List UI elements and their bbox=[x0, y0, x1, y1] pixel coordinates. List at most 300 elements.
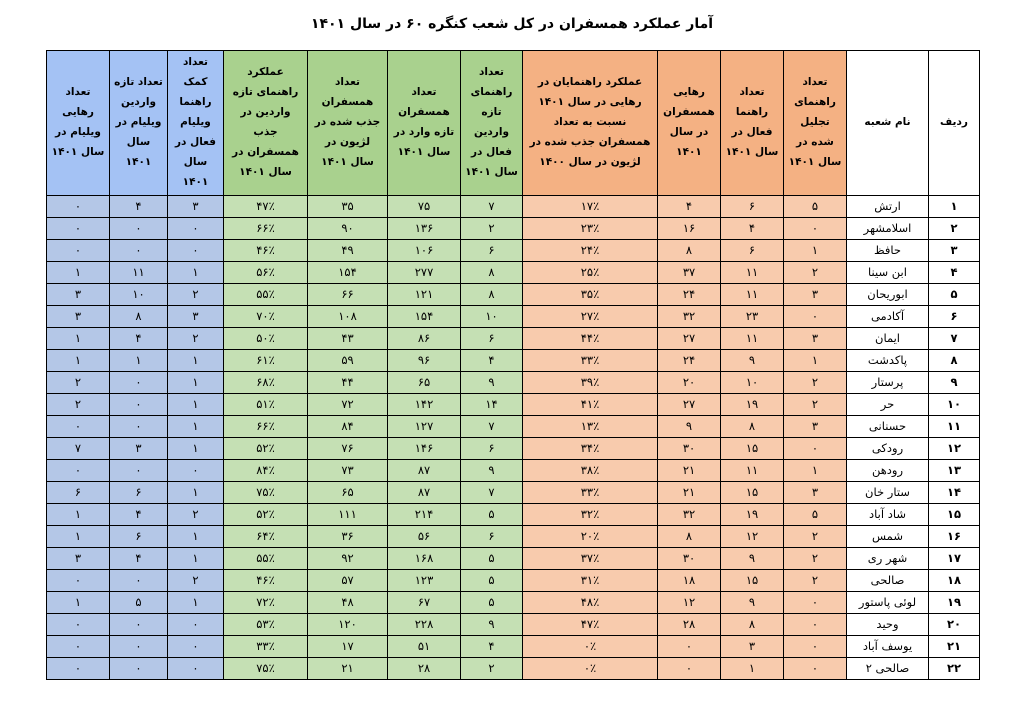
cell-recruitment-performance: ۵۲٪ bbox=[224, 503, 308, 525]
header-william-newcomers: تعداد تازه واردین ویلیام در سال ۱۴۰۱ bbox=[110, 51, 168, 196]
table-row bbox=[47, 547, 980, 569]
cell-recruited-companions: ۱۰۸ bbox=[308, 305, 388, 327]
table-row bbox=[47, 657, 980, 679]
cell-release-performance: ۴۱٪ bbox=[523, 393, 658, 415]
cell-recruited-companions: ۶۶ bbox=[308, 283, 388, 305]
cell-william-assistants: ۱ bbox=[168, 481, 224, 503]
cell-william-assistants: ۰ bbox=[168, 459, 224, 481]
cell-recruitment-performance: ۵۰٪ bbox=[224, 327, 308, 349]
cell-active-guides: ۸ bbox=[721, 613, 784, 635]
cell-newcomer-guides: ۴ bbox=[461, 349, 523, 371]
table-row bbox=[47, 393, 980, 415]
cell-release-performance: ۳۷٪ bbox=[523, 547, 658, 569]
cell-recruited-companions: ۴۴ bbox=[308, 371, 388, 393]
cell-newcomer-guides: ۲ bbox=[461, 217, 523, 239]
cell-release-performance: ۰٪ bbox=[523, 657, 658, 679]
cell-row-number: ۱۴ bbox=[929, 481, 980, 503]
cell-william-releases: ۰ bbox=[47, 217, 110, 239]
cell-row-number: ۵ bbox=[929, 283, 980, 305]
cell-row-number: ۱۵ bbox=[929, 503, 980, 525]
cell-companion-releases: ۳۷ bbox=[658, 261, 721, 283]
cell-newcomer-companions: ۱۴۲ bbox=[388, 393, 461, 415]
cell-active-guides: ۹ bbox=[721, 547, 784, 569]
cell-newcomer-companions: ۵۶ bbox=[388, 525, 461, 547]
table-row bbox=[47, 613, 980, 635]
cell-branch-name: اسلامشهر bbox=[847, 217, 929, 239]
cell-active-guides: ۱۹ bbox=[721, 503, 784, 525]
cell-branch-name: ارتش bbox=[847, 195, 929, 217]
cell-recruitment-performance: ۵۵٪ bbox=[224, 547, 308, 569]
cell-william-newcomers: ۶ bbox=[110, 481, 168, 503]
cell-active-guides: ۶ bbox=[721, 239, 784, 261]
cell-william-releases: ۰ bbox=[47, 459, 110, 481]
cell-william-assistants: ۰ bbox=[168, 217, 224, 239]
report-title: آمار عملکرد همسفران در کل شعب کنگره ۶۰ در سال ۱۴۰۱ bbox=[310, 16, 714, 32]
cell-release-performance: ۲۵٪ bbox=[523, 261, 658, 283]
cell-william-releases: ۱ bbox=[47, 503, 110, 525]
cell-william-newcomers: ۴ bbox=[110, 503, 168, 525]
cell-honored-guides: ۰ bbox=[784, 613, 847, 635]
cell-william-assistants: ۲ bbox=[168, 327, 224, 349]
cell-branch-name: شمس bbox=[847, 525, 929, 547]
cell-william-assistants: ۱ bbox=[168, 591, 224, 613]
cell-william-releases: ۰ bbox=[47, 657, 110, 679]
cell-row-number: ۱۷ bbox=[929, 547, 980, 569]
cell-newcomer-guides: ۶ bbox=[461, 327, 523, 349]
header-row bbox=[47, 51, 980, 196]
cell-recruitment-performance: ۷۵٪ bbox=[224, 481, 308, 503]
cell-release-performance: ۰٪ bbox=[523, 635, 658, 657]
cell-branch-name: وحید bbox=[847, 613, 929, 635]
cell-honored-guides: ۱ bbox=[784, 459, 847, 481]
cell-william-assistants: ۱ bbox=[168, 415, 224, 437]
header-active-guides: تعداد راهنما فعال در سال ۱۴۰۱ bbox=[721, 51, 784, 196]
cell-newcomer-guides: ۱۰ bbox=[461, 305, 523, 327]
cell-william-assistants: ۰ bbox=[168, 657, 224, 679]
cell-active-guides: ۱۱ bbox=[721, 459, 784, 481]
cell-row-number: ۱۱ bbox=[929, 415, 980, 437]
cell-companion-releases: ۲۱ bbox=[658, 459, 721, 481]
cell-branch-name: آکادمی bbox=[847, 305, 929, 327]
cell-newcomer-guides: ۶ bbox=[461, 437, 523, 459]
cell-companion-releases: ۲۱ bbox=[658, 481, 721, 503]
cell-william-newcomers: ۶ bbox=[110, 525, 168, 547]
cell-active-guides: ۹ bbox=[721, 349, 784, 371]
cell-honored-guides: ۲ bbox=[784, 525, 847, 547]
cell-recruitment-performance: ۴۷٪ bbox=[224, 195, 308, 217]
cell-william-newcomers: ۱ bbox=[110, 349, 168, 371]
cell-newcomer-guides: ۹ bbox=[461, 613, 523, 635]
cell-william-newcomers: ۰ bbox=[110, 371, 168, 393]
cell-recruited-companions: ۷۲ bbox=[308, 393, 388, 415]
cell-release-performance: ۳۸٪ bbox=[523, 459, 658, 481]
cell-active-guides: ۱۵ bbox=[721, 481, 784, 503]
cell-newcomer-companions: ۶۷ bbox=[388, 591, 461, 613]
cell-william-releases: ۳ bbox=[47, 547, 110, 569]
header-recruited-companions: تعداد همسفران جذب شده در لژیون در سال ۱۴۰۱ bbox=[308, 51, 388, 196]
cell-recruitment-performance: ۵۵٪ bbox=[224, 283, 308, 305]
cell-newcomer-guides: ۲ bbox=[461, 657, 523, 679]
cell-honored-guides: ۰ bbox=[784, 591, 847, 613]
cell-william-assistants: ۰ bbox=[168, 635, 224, 657]
cell-honored-guides: ۰ bbox=[784, 217, 847, 239]
cell-william-assistants: ۱ bbox=[168, 525, 224, 547]
cell-newcomer-companions: ۲۷۷ bbox=[388, 261, 461, 283]
cell-recruitment-performance: ۴۶٪ bbox=[224, 569, 308, 591]
cell-active-guides: ۱۲ bbox=[721, 525, 784, 547]
cell-william-assistants: ۲ bbox=[168, 503, 224, 525]
cell-companion-releases: ۸ bbox=[658, 525, 721, 547]
cell-recruitment-performance: ۶۸٪ bbox=[224, 371, 308, 393]
cell-newcomer-guides: ۸ bbox=[461, 261, 523, 283]
cell-william-newcomers: ۸ bbox=[110, 305, 168, 327]
cell-row-number: ۱۸ bbox=[929, 569, 980, 591]
cell-william-assistants: ۱ bbox=[168, 393, 224, 415]
cell-recruited-companions: ۱۷ bbox=[308, 635, 388, 657]
table-row bbox=[47, 459, 980, 481]
cell-newcomer-companions: ۸۷ bbox=[388, 481, 461, 503]
cell-recruited-companions: ۸۴ bbox=[308, 415, 388, 437]
table-row bbox=[47, 481, 980, 503]
cell-newcomer-companions: ۱۲۱ bbox=[388, 283, 461, 305]
cell-branch-name: ستار خان bbox=[847, 481, 929, 503]
cell-newcomer-companions: ۱۴۶ bbox=[388, 437, 461, 459]
cell-william-newcomers: ۰ bbox=[110, 415, 168, 437]
cell-branch-name: ایمان bbox=[847, 327, 929, 349]
table-row bbox=[47, 283, 980, 305]
cell-active-guides: ۱۱ bbox=[721, 327, 784, 349]
table-row bbox=[47, 503, 980, 525]
table-row bbox=[47, 371, 980, 393]
cell-william-newcomers: ۱۱ bbox=[110, 261, 168, 283]
cell-branch-name: لوئی پاستور bbox=[847, 591, 929, 613]
cell-companion-releases: ۲۴ bbox=[658, 349, 721, 371]
cell-william-assistants: ۱ bbox=[168, 547, 224, 569]
cell-active-guides: ۲۳ bbox=[721, 305, 784, 327]
cell-row-number: ۲۱ bbox=[929, 635, 980, 657]
cell-recruited-companions: ۱۵۴ bbox=[308, 261, 388, 283]
cell-william-newcomers: ۱۰ bbox=[110, 283, 168, 305]
cell-active-guides: ۱۰ bbox=[721, 371, 784, 393]
cell-release-performance: ۳۹٪ bbox=[523, 371, 658, 393]
cell-recruitment-performance: ۴۶٪ bbox=[224, 239, 308, 261]
cell-honored-guides: ۰ bbox=[784, 657, 847, 679]
cell-honored-guides: ۲ bbox=[784, 547, 847, 569]
cell-recruited-companions: ۵۷ bbox=[308, 569, 388, 591]
cell-branch-name: حر bbox=[847, 393, 929, 415]
cell-william-releases: ۳ bbox=[47, 305, 110, 327]
cell-companion-releases: ۲۷ bbox=[658, 327, 721, 349]
table-row bbox=[47, 591, 980, 613]
cell-william-releases: ۰ bbox=[47, 635, 110, 657]
cell-honored-guides: ۵ bbox=[784, 195, 847, 217]
cell-newcomer-companions: ۱۳۶ bbox=[388, 217, 461, 239]
cell-newcomer-companions: ۱۵۴ bbox=[388, 305, 461, 327]
cell-row-number: ۱۳ bbox=[929, 459, 980, 481]
cell-release-performance: ۴۷٪ bbox=[523, 613, 658, 635]
cell-newcomer-guides: ۷ bbox=[461, 195, 523, 217]
stats-table bbox=[46, 50, 980, 680]
cell-honored-guides: ۲ bbox=[784, 261, 847, 283]
cell-william-releases: ۳ bbox=[47, 283, 110, 305]
cell-recruited-companions: ۵۹ bbox=[308, 349, 388, 371]
cell-william-releases: ۱ bbox=[47, 591, 110, 613]
cell-companion-releases: ۰ bbox=[658, 657, 721, 679]
cell-newcomer-guides: ۴ bbox=[461, 635, 523, 657]
cell-companion-releases: ۱۲ bbox=[658, 591, 721, 613]
cell-active-guides: ۳ bbox=[721, 635, 784, 657]
cell-newcomer-companions: ۱۰۶ bbox=[388, 239, 461, 261]
header-branch-name: نام شعبه bbox=[847, 51, 929, 196]
cell-active-guides: ۴ bbox=[721, 217, 784, 239]
cell-companion-releases: ۱۸ bbox=[658, 569, 721, 591]
cell-branch-name: رودهن bbox=[847, 459, 929, 481]
header-william-assistants: تعداد کمک راهنما ویلیام فعال در سال ۱۴۰۱ bbox=[168, 51, 224, 196]
cell-recruitment-performance: ۵۳٪ bbox=[224, 613, 308, 635]
cell-william-assistants: ۱ bbox=[168, 437, 224, 459]
cell-release-performance: ۱۷٪ bbox=[523, 195, 658, 217]
cell-honored-guides: ۰ bbox=[784, 305, 847, 327]
cell-honored-guides: ۳ bbox=[784, 327, 847, 349]
header-william-releases: تعداد رهایی ویلیام در سال ۱۴۰۱ bbox=[47, 51, 110, 196]
cell-honored-guides: ۲ bbox=[784, 371, 847, 393]
cell-newcomer-companions: ۸۶ bbox=[388, 327, 461, 349]
cell-william-newcomers: ۴ bbox=[110, 547, 168, 569]
cell-honored-guides: ۲ bbox=[784, 393, 847, 415]
cell-companion-releases: ۲۴ bbox=[658, 283, 721, 305]
cell-recruitment-performance: ۸۴٪ bbox=[224, 459, 308, 481]
cell-recruited-companions: ۹۲ bbox=[308, 547, 388, 569]
cell-release-performance: ۳۳٪ bbox=[523, 481, 658, 503]
cell-newcomer-guides: ۶ bbox=[461, 239, 523, 261]
cell-william-newcomers: ۳ bbox=[110, 437, 168, 459]
cell-william-newcomers: ۰ bbox=[110, 393, 168, 415]
cell-recruitment-performance: ۶۱٪ bbox=[224, 349, 308, 371]
cell-newcomer-guides: ۸ bbox=[461, 283, 523, 305]
cell-release-performance: ۳۲٪ bbox=[523, 503, 658, 525]
cell-branch-name: پرستار bbox=[847, 371, 929, 393]
cell-row-number: ۲ bbox=[929, 217, 980, 239]
cell-row-number: ۳ bbox=[929, 239, 980, 261]
cell-william-newcomers: ۰ bbox=[110, 569, 168, 591]
cell-william-releases: ۱ bbox=[47, 349, 110, 371]
cell-honored-guides: ۵ bbox=[784, 503, 847, 525]
cell-companion-releases: ۹ bbox=[658, 415, 721, 437]
cell-row-number: ۱۹ bbox=[929, 591, 980, 613]
cell-branch-name: صالحی ۲ bbox=[847, 657, 929, 679]
cell-active-guides: ۱۱ bbox=[721, 261, 784, 283]
cell-branch-name: حافظ bbox=[847, 239, 929, 261]
cell-companion-releases: ۰ bbox=[658, 635, 721, 657]
cell-william-releases: ۰ bbox=[47, 415, 110, 437]
cell-newcomer-guides: ۶ bbox=[461, 525, 523, 547]
cell-companion-releases: ۴ bbox=[658, 195, 721, 217]
cell-companion-releases: ۳۰ bbox=[658, 547, 721, 569]
cell-recruited-companions: ۶۵ bbox=[308, 481, 388, 503]
cell-william-newcomers: ۰ bbox=[110, 635, 168, 657]
cell-recruitment-performance: ۷۰٪ bbox=[224, 305, 308, 327]
cell-william-newcomers: ۴ bbox=[110, 327, 168, 349]
cell-recruited-companions: ۳۶ bbox=[308, 525, 388, 547]
cell-newcomer-guides: ۵ bbox=[461, 503, 523, 525]
cell-companion-releases: ۱۶ bbox=[658, 217, 721, 239]
table-row bbox=[47, 415, 980, 437]
cell-william-newcomers: ۰ bbox=[110, 657, 168, 679]
cell-william-releases: ۷ bbox=[47, 437, 110, 459]
cell-william-releases: ۰ bbox=[47, 569, 110, 591]
cell-recruitment-performance: ۷۲٪ bbox=[224, 591, 308, 613]
cell-companion-releases: ۳۲ bbox=[658, 503, 721, 525]
table-row bbox=[47, 635, 980, 657]
cell-william-releases: ۲ bbox=[47, 393, 110, 415]
cell-newcomer-guides: ۱۴ bbox=[461, 393, 523, 415]
cell-william-releases: ۲ bbox=[47, 371, 110, 393]
cell-william-assistants: ۱ bbox=[168, 261, 224, 283]
header-companion-releases: رهایی همسفران در سال ۱۴۰۱ bbox=[658, 51, 721, 196]
cell-release-performance: ۲۳٪ bbox=[523, 217, 658, 239]
cell-release-performance: ۲۰٪ bbox=[523, 525, 658, 547]
cell-newcomer-guides: ۹ bbox=[461, 371, 523, 393]
cell-william-newcomers: ۰ bbox=[110, 217, 168, 239]
cell-william-assistants: ۱ bbox=[168, 349, 224, 371]
cell-william-assistants: ۳ bbox=[168, 195, 224, 217]
cell-william-assistants: ۲ bbox=[168, 283, 224, 305]
cell-william-assistants: ۲ bbox=[168, 569, 224, 591]
header-row-number: ردیف bbox=[929, 51, 980, 196]
cell-recruitment-performance: ۵۶٪ bbox=[224, 261, 308, 283]
table-row bbox=[47, 217, 980, 239]
cell-newcomer-companions: ۹۶ bbox=[388, 349, 461, 371]
cell-active-guides: ۱۵ bbox=[721, 569, 784, 591]
table-row bbox=[47, 437, 980, 459]
header-recruitment-performance: عملکرد راهنمای تازه واردین در جذب همسفران در سال ۱۴۰۱ bbox=[224, 51, 308, 196]
cell-recruitment-performance: ۵۱٪ bbox=[224, 393, 308, 415]
cell-recruited-companions: ۳۵ bbox=[308, 195, 388, 217]
cell-active-guides: ۱ bbox=[721, 657, 784, 679]
cell-branch-name: ابوریحان bbox=[847, 283, 929, 305]
cell-active-guides: ۱۹ bbox=[721, 393, 784, 415]
cell-companion-releases: ۸ bbox=[658, 239, 721, 261]
cell-active-guides: ۹ bbox=[721, 591, 784, 613]
cell-recruitment-performance: ۶۶٪ bbox=[224, 217, 308, 239]
table-row bbox=[47, 239, 980, 261]
cell-newcomer-guides: ۷ bbox=[461, 481, 523, 503]
cell-branch-name: پاکدشت bbox=[847, 349, 929, 371]
table-body bbox=[47, 195, 980, 679]
cell-row-number: ۴ bbox=[929, 261, 980, 283]
cell-william-releases: ۰ bbox=[47, 195, 110, 217]
cell-release-performance: ۴۴٪ bbox=[523, 327, 658, 349]
cell-newcomer-companions: ۲۲۸ bbox=[388, 613, 461, 635]
cell-newcomer-companions: ۵۱ bbox=[388, 635, 461, 657]
cell-newcomer-companions: ۱۲۳ bbox=[388, 569, 461, 591]
cell-row-number: ۸ bbox=[929, 349, 980, 371]
cell-row-number: ۱ bbox=[929, 195, 980, 217]
cell-companion-releases: ۲۸ bbox=[658, 613, 721, 635]
table-row bbox=[47, 261, 980, 283]
cell-honored-guides: ۰ bbox=[784, 437, 847, 459]
cell-row-number: ۱۶ bbox=[929, 525, 980, 547]
cell-william-newcomers: ۵ bbox=[110, 591, 168, 613]
cell-recruited-companions: ۹۰ bbox=[308, 217, 388, 239]
cell-honored-guides: ۳ bbox=[784, 283, 847, 305]
table-row bbox=[47, 327, 980, 349]
cell-companion-releases: ۲۰ bbox=[658, 371, 721, 393]
cell-william-assistants: ۳ bbox=[168, 305, 224, 327]
cell-william-releases: ۱ bbox=[47, 327, 110, 349]
cell-william-assistants: ۰ bbox=[168, 613, 224, 635]
cell-recruited-companions: ۲۱ bbox=[308, 657, 388, 679]
cell-recruited-companions: ۴۳ bbox=[308, 327, 388, 349]
cell-newcomer-companions: ۱۲۷ bbox=[388, 415, 461, 437]
cell-recruited-companions: ۱۱۱ bbox=[308, 503, 388, 525]
cell-row-number: ۶ bbox=[929, 305, 980, 327]
cell-branch-name: ابن سینا bbox=[847, 261, 929, 283]
cell-release-performance: ۴۸٪ bbox=[523, 591, 658, 613]
cell-william-newcomers: ۰ bbox=[110, 613, 168, 635]
cell-branch-name: شاد آباد bbox=[847, 503, 929, 525]
cell-recruitment-performance: ۷۵٪ bbox=[224, 657, 308, 679]
header-honored-guides: تعداد راهنمای تجلیل شده در سال ۱۴۰۱ bbox=[784, 51, 847, 196]
cell-honored-guides: ۲ bbox=[784, 569, 847, 591]
cell-newcomer-companions: ۸۷ bbox=[388, 459, 461, 481]
cell-newcomer-companions: ۶۵ bbox=[388, 371, 461, 393]
table-row bbox=[47, 569, 980, 591]
cell-newcomer-companions: ۲۱۴ bbox=[388, 503, 461, 525]
cell-honored-guides: ۰ bbox=[784, 635, 847, 657]
cell-branch-name: رودکی bbox=[847, 437, 929, 459]
cell-honored-guides: ۱ bbox=[784, 349, 847, 371]
cell-release-performance: ۳۴٪ bbox=[523, 437, 658, 459]
cell-recruited-companions: ۷۳ bbox=[308, 459, 388, 481]
cell-william-releases: ۰ bbox=[47, 239, 110, 261]
cell-companion-releases: ۳۲ bbox=[658, 305, 721, 327]
cell-william-newcomers: ۰ bbox=[110, 459, 168, 481]
cell-newcomer-guides: ۹ bbox=[461, 459, 523, 481]
cell-release-performance: ۳۱٪ bbox=[523, 569, 658, 591]
cell-release-performance: ۲۷٪ bbox=[523, 305, 658, 327]
cell-recruited-companions: ۱۲۰ bbox=[308, 613, 388, 635]
cell-william-assistants: ۰ bbox=[168, 239, 224, 261]
cell-honored-guides: ۳ bbox=[784, 481, 847, 503]
cell-recruitment-performance: ۶۶٪ bbox=[224, 415, 308, 437]
table-row bbox=[47, 195, 980, 217]
cell-recruited-companions: ۴۹ bbox=[308, 239, 388, 261]
cell-recruited-companions: ۴۸ bbox=[308, 591, 388, 613]
cell-branch-name: صالحی bbox=[847, 569, 929, 591]
cell-newcomer-companions: ۱۶۸ bbox=[388, 547, 461, 569]
cell-active-guides: ۱۵ bbox=[721, 437, 784, 459]
cell-branch-name: شهر ری bbox=[847, 547, 929, 569]
cell-active-guides: ۱۱ bbox=[721, 283, 784, 305]
header-newcomer-companions: تعداد همسفران تازه وارد در سال ۱۴۰۱ bbox=[388, 51, 461, 196]
cell-branch-name: حسنانی bbox=[847, 415, 929, 437]
cell-william-releases: ۰ bbox=[47, 613, 110, 635]
header-release-performance: عملکرد راهنمایان در رهایی در سال ۱۴۰۱ نسبت به تعداد همسفران جذب شده در لژیون در سال ۱۴۰۰ bbox=[523, 51, 658, 196]
cell-recruitment-performance: ۳۳٪ bbox=[224, 635, 308, 657]
cell-william-newcomers: ۴ bbox=[110, 195, 168, 217]
header-newcomer-guides: تعداد راهنمای تازه واردین فعال در سال ۱۴۰۱ bbox=[461, 51, 523, 196]
cell-active-guides: ۶ bbox=[721, 195, 784, 217]
cell-newcomer-guides: ۷ bbox=[461, 415, 523, 437]
cell-recruited-companions: ۷۶ bbox=[308, 437, 388, 459]
cell-release-performance: ۳۵٪ bbox=[523, 283, 658, 305]
cell-newcomer-guides: ۵ bbox=[461, 591, 523, 613]
cell-active-guides: ۸ bbox=[721, 415, 784, 437]
cell-branch-name: یوسف آباد bbox=[847, 635, 929, 657]
cell-newcomer-companions: ۲۸ bbox=[388, 657, 461, 679]
cell-newcomer-guides: ۵ bbox=[461, 569, 523, 591]
